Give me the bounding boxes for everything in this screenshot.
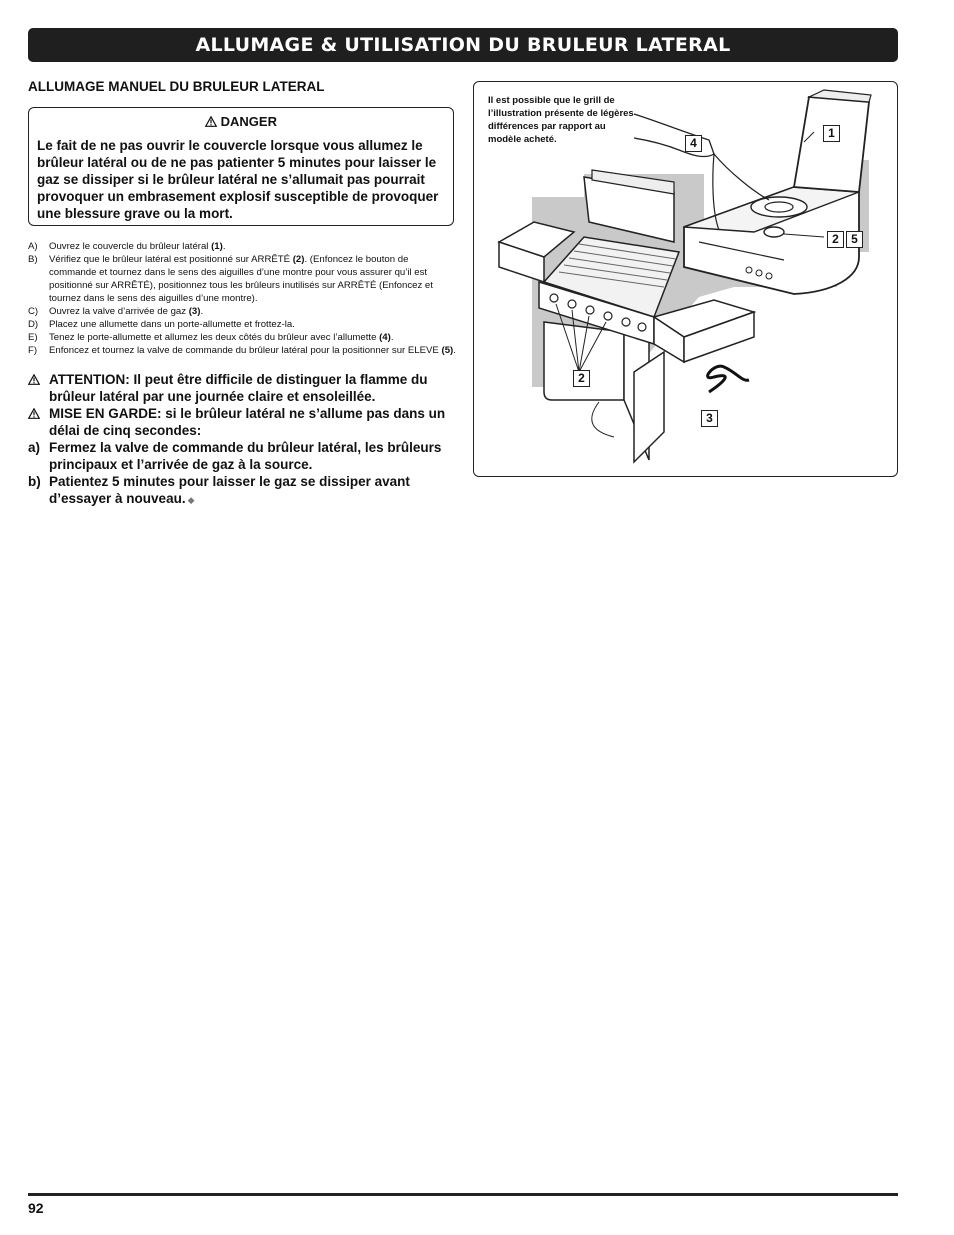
danger-box [28, 107, 454, 226]
step-item: C) Ouvrez la valve d’arrivée de gaz (3). [28, 306, 204, 317]
callout-2-main: 2 [573, 370, 590, 387]
step-item: A) Ouvrez le couvercle du brûleur latéral (1). [28, 241, 226, 252]
callout-4: 4 [685, 135, 702, 152]
page-header [28, 28, 898, 62]
end-diamond-icon: ◆ [187, 495, 195, 505]
steps-list [28, 240, 456, 357]
callout-2-side: 2 [827, 231, 844, 248]
grill-illustration [473, 81, 898, 477]
page-title: ALLUMAGE & UTILISATION DU BRULEUR LATERAL [195, 34, 731, 56]
section-title: ALLUMAGE MANUEL DU BRULEUR LATERAL [28, 79, 325, 94]
attention-warning: ATTENTION: Il peut être difficile de distinguer la flamme du brûleur latéral par une journée claire et ensoleillée. [28, 371, 458, 405]
illustration-note: Il est possible que le grill de l’illustration présente de légères différences par rapport au modèle acheté. [488, 95, 634, 145]
warning-triangle-icon [28, 374, 40, 385]
warnings-block [28, 371, 458, 509]
step-item: F) Enfoncez et tournez la valve de commande du brûleur latéral pour la positionner sur ELEVE (5). [28, 345, 456, 356]
warning-triangle-icon [205, 116, 217, 127]
sub-step-b: b) Patientez 5 minutes pour laisser le gaz se dissiper avant d’essayer à nouveau. ◆ [28, 474, 410, 506]
footer-rule [28, 1193, 898, 1196]
callout-5: 5 [846, 231, 863, 248]
danger-heading [37, 114, 445, 129]
step-item: B) Vérifiez que le brûleur latéral est positionné sur ARRÊTÉ (2). (Enfoncez le bouton de commande et tournez dans le sens des aiguilles d’une montre pour vous assurer qu’il est positionné sur ARRÊTÉ), positionnez tous les brûleurs inutilisés sur ARRÊTÉ (Enfoncez et tournez dans le sens des aiguilles d’une montre). [28, 254, 433, 304]
warning-triangle-icon [28, 408, 40, 419]
danger-title: DANGER [220, 114, 277, 129]
page-number: 92 [28, 1200, 44, 1216]
step-item: D) Placez une allumette dans un porte-allumette et frottez-la. [28, 319, 295, 330]
step-item: E) Tenez le porte-allumette et allumez les deux côtés du brûleur avec l’allumette (4). [28, 332, 394, 343]
callout-3: 3 [701, 410, 718, 427]
danger-text: Le fait de ne pas ouvrir le couvercle lorsque vous allumez le brûleur latéral ou de ne pas patienter 5 minutes pour laisser le gaz se dissiper si le brûleur latéral ne s’allumait pas pourrait provoquer un embrasement explosif susceptible de provoquer une blessure grave ou la mort. [37, 138, 439, 221]
callout-1: 1 [823, 125, 840, 142]
sub-step-a: a) Fermez la valve de commande du brûleur latéral, les brûleurs principaux et l’arrivée de gaz à la source. [28, 440, 442, 472]
mise-en-garde-warning: MISE EN GARDE: si le brûleur latéral ne s’allume pas dans un délai de cinq secondes: [28, 405, 458, 439]
